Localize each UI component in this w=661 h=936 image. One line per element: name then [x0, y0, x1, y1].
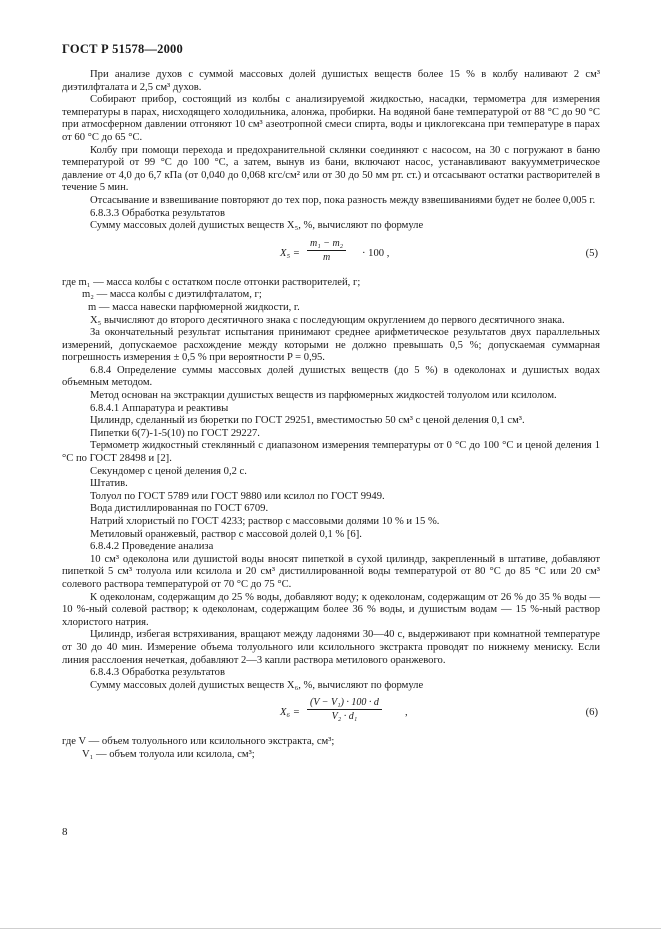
formula-lhs: X₅ = [280, 247, 300, 259]
where-line: V₁ — объем толуола или ксилола, см³; [82, 748, 255, 760]
paragraph: Сумму массовых долей душистых веществ X₅, %, вычисляют по формуле [90, 220, 424, 232]
paragraph: Собирают прибор, состоящий из колбы с анализируемой жидкостью, насадки, термометра для измерения температуры в парах, нисходящего холодильника, алонжа, пробирки. На водяной бане температурой от 88 °С до 90 °С при атмосферном давлении отгоняют 10 см³ азеотропной смеси спирта, воды и циклогексана при температуре в парах от 60 °С до 65 °С. [62, 94, 600, 143]
paragraph: 10 см³ одеколона или душистой воды вносят пипеткой в сухой цилиндр, закрепленный в штативе, добавляют пипеткой 5 см³ толуола или ксилола и 20 см³ дистиллированной воды температурой от 80 °С до 85 °С или 20 см³ солевого раствора температурой от 70 °С до 75 °С. [62, 553, 600, 590]
list-item: Термометр жидкостный стеклянный с диапазоном измерения температуры от 0 °С до 100 °С и ценой деления 1 °С по ГОСТ 28498 и [2]. [62, 440, 600, 465]
formula-denominator: V₂ · d₁ [331, 711, 358, 723]
section-heading: 6.8.4.2 Проведение анализа [90, 541, 214, 553]
paragraph: При анализе духов с суммой массовых долей душистых веществ более 15 % в колбу наливают 2 см³ диэтилфталата и 2,5 см³ духов. [62, 69, 600, 93]
paragraph: Колбу при помощи перехода и предохранительной склянки соединяют с насосом, на 30 с погружают в баню температурой от 99 °С до 100 °С, а затем, вынув из бани, включают насос, устанавливают вакуумметрическое давление от 4,0 до 6,7 кПа (от 0,040 до 0,068 кгс/см² или от 30 до 50 мм рт. ст.) и отсасывают остатки растворителей в течение 5 мин. [62, 144, 600, 194]
page-number: 8 [62, 826, 68, 838]
list-item: Вода дистиллированная по ГОСТ 6709. [90, 503, 269, 515]
formula-5 [62, 237, 600, 273]
list-item: Штатив. [90, 478, 128, 490]
where-line: m — масса навески парфюмерной жидкости, г. [88, 301, 300, 313]
paragraph: Отсасывание и взвешивание повторяют до тех пор, пока разность между взвешиваниями будет не более 0,005 г. [90, 194, 596, 206]
standard-header: ГОСТ Р 51578—2000 [62, 42, 183, 56]
section-heading: 6.8.4.1 Аппаратура и реактивы [90, 402, 229, 414]
formula-tail: · 100 , [362, 247, 390, 259]
formula-numerator: (V − V₁) · 100 · d [307, 696, 382, 710]
paragraph: Метод основан на экстракции душистых веществ из парфюмерных жидкостей толуолом или ксилолом. [90, 390, 557, 402]
document-body [62, 69, 600, 762]
formula-number: (5) [585, 247, 598, 259]
paragraph: Сумму массовых долей душистых веществ X₆, %, вычисляют по формуле [90, 679, 424, 691]
section-heading: 6.8.3.3 Обработка результатов [90, 207, 225, 219]
formula-tail: , [405, 707, 408, 719]
formula-number: (6) [585, 707, 598, 719]
formula-lhs: X₆ = [280, 707, 300, 719]
list-item: Цилиндр, сделанный из бюретки по ГОСТ 29251, вместимостью 50 см³ с ценой деления 0,1 см³. [90, 415, 525, 427]
formula-fraction [307, 696, 382, 723]
list-item: Секундомер с ценой деления 0,2 с. [90, 465, 247, 477]
list-item: Толуол по ГОСТ 5789 или ГОСТ 9880 или ксилол по ГОСТ 9949. [90, 490, 385, 502]
where-line: m₂ — масса колбы с диэтилфталатом, г; [82, 289, 262, 301]
where-line: где V — объем толуольного или ксилольного экстракта, см³; [62, 736, 335, 748]
paragraph: Цилиндр, избегая встряхивания, вращают между ладонями 30—40 с, выдерживают при комнатной температуре от 30 до 40 мин. Измерение объема толуольного или ксилольного экстракта проводят по нижнему мениску. Если линия расслоения нечеткая, добавляют 2—3 капли раствора метилового оранжевого. [62, 629, 600, 666]
formula-denominator: m [322, 251, 331, 263]
formula-numerator: m₁ − m₂ [307, 237, 346, 251]
list-item: Метиловый оранжевый, раствор с массовой долей 0,1 % [6]. [90, 528, 362, 540]
formula-fraction [307, 237, 346, 264]
paragraph: К одеколонам, содержащим до 25 % воды, добавляют воду; к одеколонам, содержащим от 26 % до 35 % воды — 10 %-ный солевой раствор; к одеколонам, содержащим более 36 % воды, и душистым водам — 15 %-ный раствор хлористого натрия. [62, 591, 600, 628]
formula-6 [62, 696, 600, 732]
where-line: где m₁ — масса колбы с остатком после отгонки растворителей, г; [62, 276, 361, 288]
section-heading: 6.8.4.3 Обработка результатов [90, 667, 225, 679]
list-item: Натрий хлористый по ГОСТ 4233; раствор с массовыми долями 10 % и 15 %. [90, 516, 440, 527]
paragraph: X₅ вычисляют до второго десятичного знака с последующим округлением до первого десятичного знака. [90, 314, 565, 326]
list-item: Пипетки 6(7)-1-5(10) по ГОСТ 29227. [90, 427, 260, 439]
divider [0, 928, 661, 929]
section-heading: 6.8.4 Определение суммы массовых долей душистых веществ (до 5 %) в одеколонах и душистых водах объемным методом. [62, 364, 600, 389]
paragraph: За окончательный результат испытания принимают среднее арифметическое результатов двух параллельных измерений, допускаемое расхождение между которыми не должно превышать 0,5 %; допускаемая суммарная погрешность измерения ± 0,5 % при вероятности P = 0,95. [62, 327, 600, 364]
